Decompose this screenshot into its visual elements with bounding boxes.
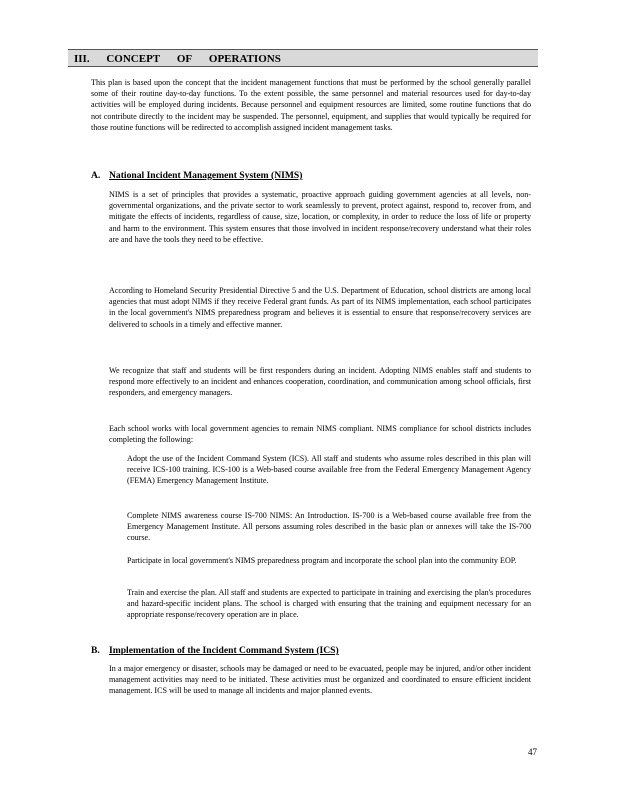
subsection-a-title: National Incident Management System (NIMS)	[109, 170, 303, 181]
compliance-bullet-2	[109, 510, 531, 544]
nims-paragraph-3: We recognize that staff and students will be first responders during an incident. Adopting NIMS enables staff and students to respond more effectively to an incident and enhances cooperation, coordination, and communication among school officials, first responders, and emergency managers.	[109, 366, 531, 398]
compliance-bullet-1	[109, 453, 531, 487]
section-word-operations: OPERATIONS	[208, 53, 281, 65]
subsection-b-title: Implementation of the Incident Command System (ICS)	[109, 645, 339, 656]
section-header	[68, 49, 538, 67]
compliance-bullet-4	[109, 587, 531, 621]
subsection-a-heading	[91, 170, 302, 182]
bullet-text: Train and exercise the plan. All staff and students are expected to participate in training and exercising the plan's procedures and hazard-specific incident plans. The school is charged with ensuring that the training and equipment necessary for an appropriate response/recovery operation are in place.	[127, 588, 531, 620]
page-number: 47	[528, 747, 537, 757]
ics-paragraph: In a major emergency or disaster, schools may be damaged or need to be evacuated, people may be injured, and/or other incident management activities may need to be initiated. These activities must be organized and coordinated to ensure efficient incident management. ICS will be used to manage all incidents and major planned events.	[109, 664, 531, 696]
nims-paragraph-4: Each school works with local government agencies to remain NIMS compliant. NIMS compliance for school districts includes completing the following:	[109, 424, 531, 445]
subsection-b-letter: B.	[91, 645, 100, 656]
section-word-of: OF	[176, 53, 193, 65]
compliance-bullet-3	[109, 555, 531, 566]
subsection-a-letter: A.	[91, 170, 101, 181]
bullet-text: Adopt the use of the Incident Command System (ICS). All staff and students who assume roles described in this plan will receive ICS-100 training. ICS-100 is a Web-based course available free from the Federal Emergency Management Agency (FEMA) Emergency Management Institute.	[127, 454, 531, 486]
nims-paragraph-2: According to Homeland Security Presidential Directive 5 and the U.S. Department of Education, school districts are among local agencies that must adopt NIMS if they receive Federal grant funds. As part of its NIMS implementation, each school participates in the local government's NIMS preparedness program and believes it is essential to ensure that response/recovery services are delivered to schools in a timely and effective manner.	[109, 286, 531, 329]
subsection-b-heading	[91, 645, 339, 657]
bullet-text: Participate in local government's NIMS preparedness program and incorporate the school plan into the community EOP.	[127, 556, 517, 565]
nims-paragraph-1: NIMS is a set of principles that provides a systematic, proactive approach guiding government agencies at all levels, non-governmental organizations, and the private sector to work seamlessly to prevent, protect against, respond to, recover from, and mitigate the effects of incidents, regardless of cause, size, location, or complexity, in order to reduce the loss of life or property and harm to the environment. This system ensures that those involved in incident response/recovery understand what their roles are and have the tools they need to be effective.	[109, 190, 531, 244]
intro-paragraph: This plan is based upon the concept that the incident management functions that must be performed by the school generally parallel some of their routine day-to-day functions. To the extent possible, the same personnel and material resources used for day-to-day activities will be employed during incidents. Because personnel and equipment resources are limited, some routine functions that do not contribute directly to the incident may be suspended. The personnel, equipment, and supplies that would typically be required for those routine functions will be redirected to accomplish assigned incident management tasks.	[91, 78, 531, 132]
section-word-concept: CONCEPT	[106, 53, 161, 65]
section-number: III.	[74, 53, 90, 65]
bullet-text: Complete NIMS awareness course IS-700 NIMS: An Introduction. IS-700 is a Web-based course available free from the Emergency Management Institute. All persons assuming roles described in the basic plan or annexes will take the IS-700 course.	[127, 511, 531, 543]
